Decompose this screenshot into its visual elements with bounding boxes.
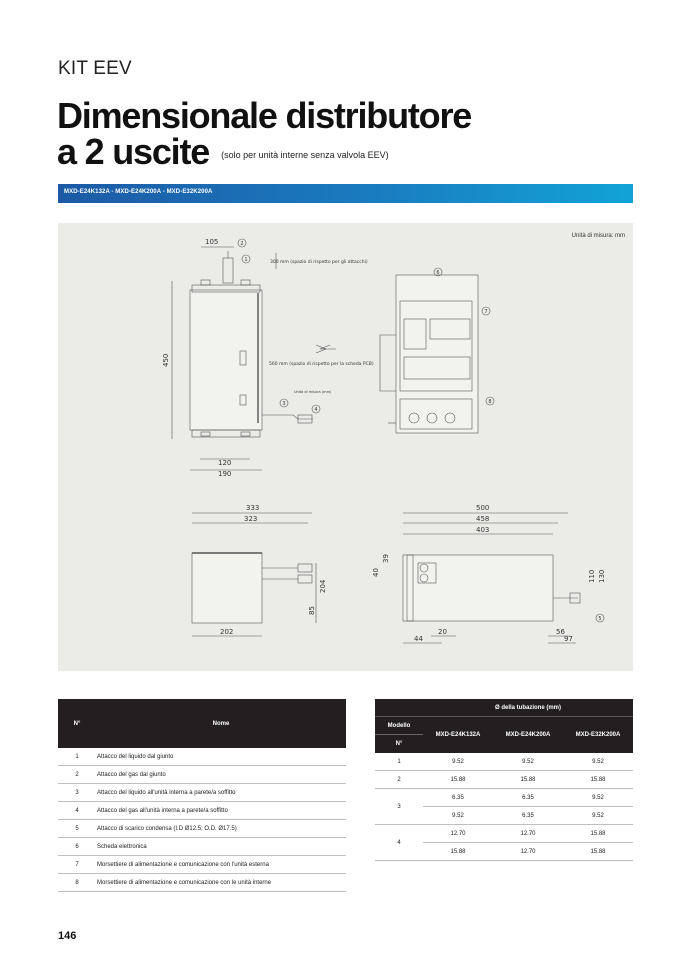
cell: 6.35 xyxy=(493,789,563,807)
dim-56: 56 xyxy=(556,628,565,636)
cell: 15.88 xyxy=(423,771,493,789)
cell: 15.88 xyxy=(493,771,563,789)
col-name-header: Nome xyxy=(96,699,346,748)
cell: 9.52 xyxy=(423,753,493,771)
row-num: 1 xyxy=(58,748,96,766)
cell: 15.88 xyxy=(423,843,493,861)
table-row xyxy=(58,766,346,784)
table-row xyxy=(375,753,633,771)
dim-458: 458 xyxy=(476,515,490,523)
dim-204: 204 xyxy=(319,579,327,593)
table-row xyxy=(58,802,346,820)
callout-8: 8 xyxy=(488,399,492,405)
dim-85: 85 xyxy=(308,606,316,615)
table-row xyxy=(375,789,633,807)
table-row xyxy=(58,874,346,892)
dim-39: 39 xyxy=(382,554,390,563)
dim-333: 333 xyxy=(246,504,260,512)
col-num-header: N° xyxy=(58,699,96,748)
cell: 12.70 xyxy=(493,843,563,861)
title-line-2: a 2 uscite xyxy=(57,131,210,172)
dim-190: 190 xyxy=(218,470,232,478)
row-num: 4 xyxy=(58,802,96,820)
row-num: 2 xyxy=(375,771,423,789)
row-name: Attacco del gas dal giunto xyxy=(96,766,346,784)
row-num: 6 xyxy=(58,838,96,856)
dim-110: 110 xyxy=(588,569,596,583)
table-row xyxy=(58,784,346,802)
cell: 9.52 xyxy=(423,807,493,825)
dim-105: 105 xyxy=(205,238,219,246)
pipe-group-header: Ø della tubazione (mm) xyxy=(423,699,633,717)
model-header-3: MXD-E32K200A xyxy=(563,717,633,754)
dim-20: 20 xyxy=(438,628,447,636)
dim-450: 450 xyxy=(162,353,170,367)
table-row xyxy=(58,838,346,856)
cell: 15.88 xyxy=(563,771,633,789)
cell: 9.52 xyxy=(563,753,633,771)
cell: 12.70 xyxy=(423,825,493,843)
corner-cell xyxy=(375,699,423,717)
row-name: Attacco di scarico condensa (I.D Ø12.5; O.D. Ø17.5) xyxy=(96,820,346,838)
callout-7: 7 xyxy=(484,309,488,315)
components-table xyxy=(58,699,346,892)
row-name: Morsettiere di alimentazione e comunicazione con l'unità esterna xyxy=(96,856,346,874)
callout-1: 1 xyxy=(244,257,248,263)
cell: 6.35 xyxy=(423,789,493,807)
table-row xyxy=(375,771,633,789)
cell: 9.52 xyxy=(563,807,633,825)
dim-500: 500 xyxy=(476,504,490,512)
model-bar-label: MXD-E24K132A - MXD-E24K200A - MXD-E32K200A xyxy=(64,189,213,195)
model-header-1: MXD-E24K132A xyxy=(423,717,493,754)
row-num: 3 xyxy=(58,784,96,802)
dim-40: 40 xyxy=(372,568,380,577)
table-row xyxy=(375,825,633,843)
callout-4: 4 xyxy=(314,407,318,413)
row-num: 1 xyxy=(375,753,423,771)
row-name: Attacco del liquido dal giunto xyxy=(96,748,346,766)
cell: 9.52 xyxy=(493,753,563,771)
unit-note: Unità di misura: mm xyxy=(571,233,625,239)
row-name: Scheda elettronica xyxy=(96,838,346,856)
page-subtitle: (solo per unità interne senza valvola EEV) xyxy=(221,150,389,160)
cell: 15.88 xyxy=(563,843,633,861)
page-number: 146 xyxy=(58,930,77,942)
row-num: 3 xyxy=(375,789,423,825)
row-num: 2 xyxy=(58,766,96,784)
table-row xyxy=(58,820,346,838)
small-unit-note: Unità di misura (mm) xyxy=(294,390,332,394)
pipe-diameter-table xyxy=(375,699,633,861)
model-bar xyxy=(58,184,633,203)
service-pcb-note: 560 mm (spazio di rispetto per la scheda PCB) xyxy=(269,362,374,367)
dim-97: 97 xyxy=(564,635,573,643)
pcb-view xyxy=(380,275,478,433)
front-view xyxy=(172,247,336,470)
row-name: Attacco del gas all'unità interna a parete/a soffitto xyxy=(96,802,346,820)
plan-view-left xyxy=(192,513,316,636)
side-view-right xyxy=(403,513,580,643)
dim-130: 130 xyxy=(598,569,606,583)
section-label: KIT EEV xyxy=(58,58,132,79)
callout-6: 6 xyxy=(436,270,440,276)
cell: 9.52 xyxy=(563,789,633,807)
num-label: N° xyxy=(375,735,423,754)
dim-323: 323 xyxy=(244,515,258,523)
callout-2: 2 xyxy=(240,241,244,247)
service-top-note: 300 mm (spazio di rispetto per gli attacchi) xyxy=(270,260,368,265)
title-line-1: Dimensionale distributore xyxy=(57,95,472,136)
drawing-svg xyxy=(58,223,633,671)
dim-120: 120 xyxy=(218,459,232,467)
technical-drawing xyxy=(58,223,633,671)
row-num: 8 xyxy=(58,874,96,892)
table-row xyxy=(58,748,346,766)
dim-202: 202 xyxy=(220,628,234,636)
row-num: 5 xyxy=(58,820,96,838)
callout-5: 5 xyxy=(598,616,602,622)
page-title xyxy=(57,95,472,173)
row-num: 7 xyxy=(58,856,96,874)
row-name: Morsettiere di alimentazione e comunicazione con le unità interne xyxy=(96,874,346,892)
callout-3: 3 xyxy=(282,401,286,407)
table-row xyxy=(58,856,346,874)
dim-44: 44 xyxy=(414,635,423,643)
cell: 15.88 xyxy=(563,825,633,843)
model-header-2: MXD-E24K200A xyxy=(493,717,563,754)
row-name: Attacco del liquido all'unità interna a parete/a soffitto xyxy=(96,784,346,802)
cell: 12.70 xyxy=(493,825,563,843)
dim-403: 403 xyxy=(476,526,490,534)
model-label: Modello xyxy=(375,717,423,735)
row-num: 4 xyxy=(375,825,423,861)
cell: 6.35 xyxy=(493,807,563,825)
